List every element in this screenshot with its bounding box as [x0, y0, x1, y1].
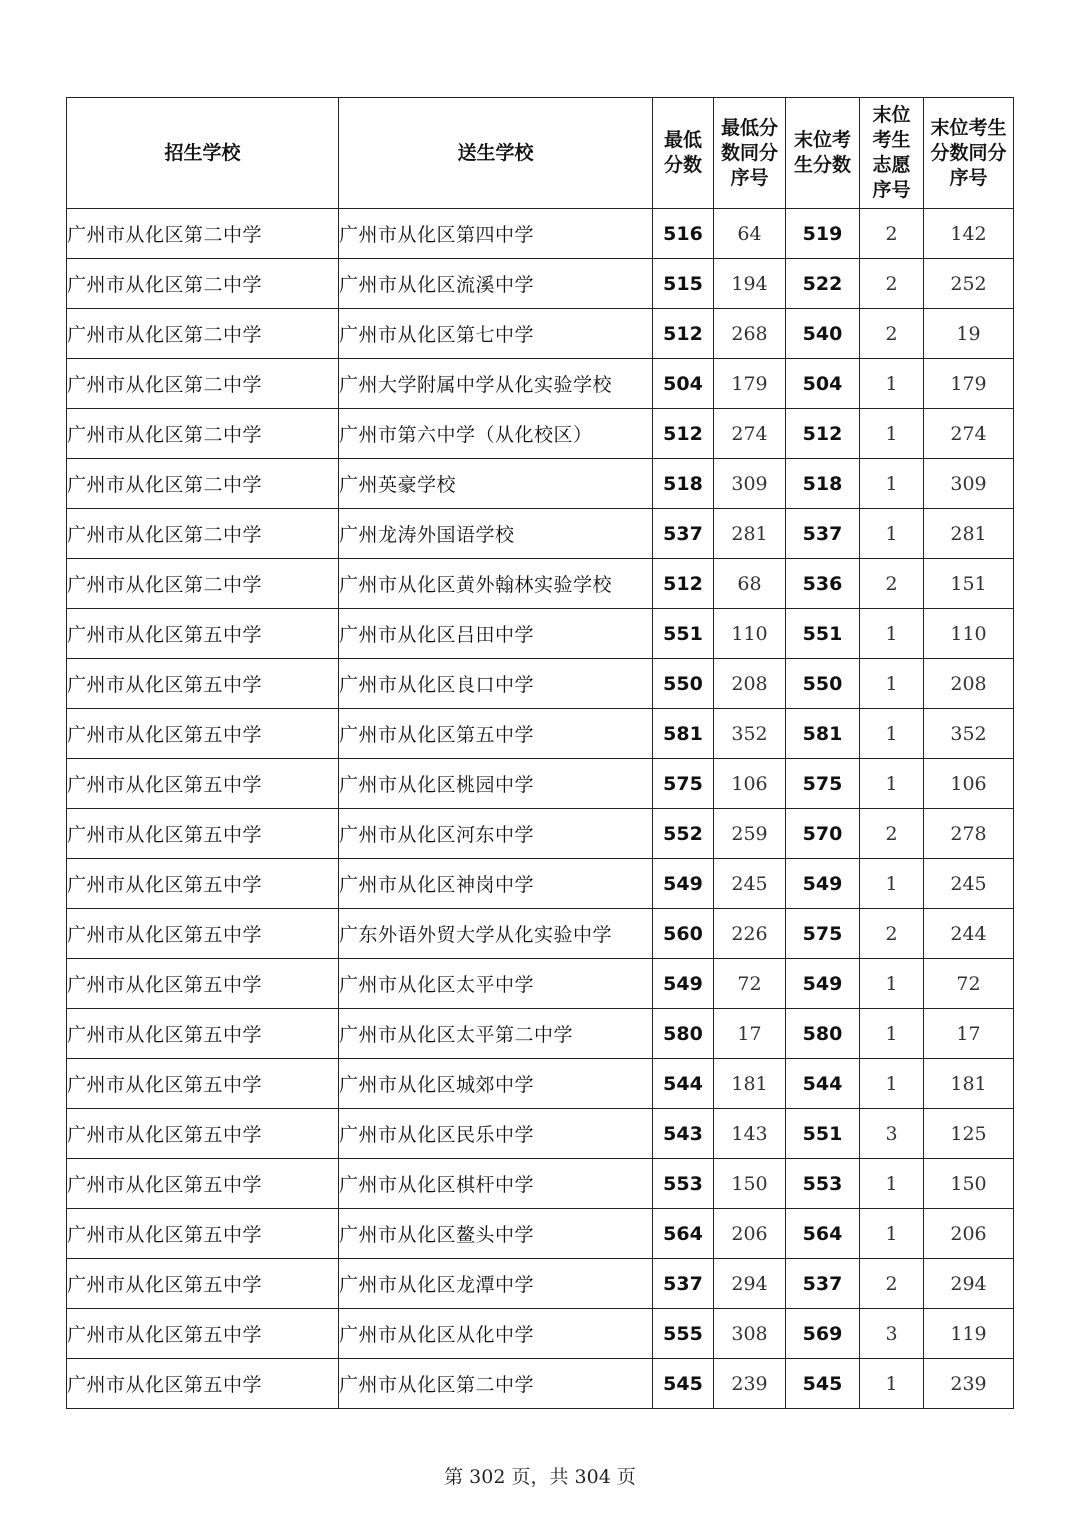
- min-score-cell: 537: [653, 509, 714, 559]
- sending-school-cell: 广州市从化区良口中学: [339, 659, 653, 709]
- last-student-score-cell: 581: [786, 709, 860, 759]
- last-student-tie-rank-cell: 208: [924, 659, 1014, 709]
- min-score-cell: 515: [653, 259, 714, 309]
- min-score-cell: 504: [653, 359, 714, 409]
- min-score-tie-rank-cell: 308: [714, 1309, 786, 1359]
- header-text-line: 最低分: [720, 116, 778, 139]
- min-score-tie-rank-cell: 143: [714, 1109, 786, 1159]
- table-row: [67, 1109, 1014, 1159]
- table-body: [67, 209, 1014, 1409]
- min-score-tie-rank-cell: 352: [714, 709, 786, 759]
- last-student-tie-rank-cell: 244: [924, 909, 1014, 959]
- header-text-line: 考生: [872, 129, 911, 151]
- min-score-tie-rank-cell: 268: [714, 309, 786, 359]
- last-student-score-cell: 537: [786, 1259, 860, 1309]
- sending-school-cell: 广州市从化区第四中学: [339, 209, 653, 259]
- last-student-choice-rank-cell: 1: [860, 859, 924, 909]
- min-score-tie-rank-cell: 181: [714, 1059, 786, 1109]
- header-min-score-tie-rank: [714, 98, 786, 209]
- min-score-cell: 512: [653, 559, 714, 609]
- table-row: [67, 309, 1014, 359]
- table-row: [67, 1159, 1014, 1209]
- min-score-cell: 543: [653, 1109, 714, 1159]
- last-student-score-cell: 564: [786, 1209, 860, 1259]
- table-row: [67, 1359, 1014, 1409]
- last-student-score-cell: 512: [786, 409, 860, 459]
- header-text-line: 分数同分: [930, 141, 1007, 164]
- min-score-tie-rank-cell: 17: [714, 1009, 786, 1059]
- last-student-score-cell: 551: [786, 1109, 860, 1159]
- header-min-score: [653, 98, 714, 209]
- enrolling-school-cell: 广州市从化区第五中学: [67, 1309, 339, 1359]
- last-student-tie-rank-cell: 274: [924, 409, 1014, 459]
- last-student-choice-rank-cell: 1: [860, 1009, 924, 1059]
- min-score-tie-rank-cell: 245: [714, 859, 786, 909]
- last-student-tie-rank-cell: 125: [924, 1109, 1014, 1159]
- last-student-choice-rank-cell: 1: [860, 609, 924, 659]
- enrolling-school-cell: 广州市从化区第二中学: [67, 259, 339, 309]
- table-row: [67, 709, 1014, 759]
- min-score-tie-rank-cell: 226: [714, 909, 786, 959]
- last-student-score-cell: 569: [786, 1309, 860, 1359]
- table-row: [67, 1259, 1014, 1309]
- min-score-tie-rank-cell: 68: [714, 559, 786, 609]
- min-score-cell: 550: [653, 659, 714, 709]
- enrolling-school-cell: 广州市从化区第五中学: [67, 659, 339, 709]
- admission-score-table: [66, 97, 1014, 1409]
- min-score-tie-rank-cell: 150: [714, 1159, 786, 1209]
- header-text-line: 末位: [872, 104, 911, 126]
- min-score-cell: 564: [653, 1209, 714, 1259]
- last-student-tie-rank-cell: 181: [924, 1059, 1014, 1109]
- sending-school-cell: 广州市从化区城郊中学: [339, 1059, 653, 1109]
- min-score-cell: 575: [653, 759, 714, 809]
- header-sending-school: [339, 98, 653, 209]
- enrolling-school-cell: 广州市从化区第五中学: [67, 609, 339, 659]
- header-text-line: 招生学校: [164, 141, 241, 164]
- sending-school-cell: 广州市从化区太平第二中学: [339, 1009, 653, 1059]
- table-row: [67, 1059, 1014, 1109]
- enrolling-school-cell: 广州市从化区第五中学: [67, 1259, 339, 1309]
- min-score-cell: 512: [653, 309, 714, 359]
- last-student-choice-rank-cell: 1: [860, 509, 924, 559]
- sending-school-cell: 广州市从化区民乐中学: [339, 1109, 653, 1159]
- table-row: [67, 1309, 1014, 1359]
- page-number-footer: 第 302 页，共 304 页: [444, 1466, 636, 1488]
- last-student-tie-rank-cell: 151: [924, 559, 1014, 609]
- last-student-tie-rank-cell: 294: [924, 1259, 1014, 1309]
- enrolling-school-cell: 广州市从化区第二中学: [67, 509, 339, 559]
- last-student-tie-rank-cell: 352: [924, 709, 1014, 759]
- enrolling-school-cell: 广州市从化区第五中学: [67, 1009, 339, 1059]
- min-score-tie-rank-cell: 309: [714, 459, 786, 509]
- min-score-cell: 553: [653, 1159, 714, 1209]
- last-student-tie-rank-cell: 106: [924, 759, 1014, 809]
- last-student-choice-rank-cell: 2: [860, 1259, 924, 1309]
- last-student-tie-rank-cell: 179: [924, 359, 1014, 409]
- header-enrolling-school: [67, 98, 339, 209]
- last-student-tie-rank-cell: 119: [924, 1309, 1014, 1359]
- last-student-score-cell: 545: [786, 1359, 860, 1409]
- enrolling-school-cell: 广州市从化区第五中学: [67, 909, 339, 959]
- min-score-tie-rank-cell: 64: [714, 209, 786, 259]
- min-score-tie-rank-cell: 239: [714, 1359, 786, 1409]
- last-student-score-cell: 522: [786, 259, 860, 309]
- header-text-line: 最低: [663, 129, 702, 151]
- last-student-score-cell: 519: [786, 209, 860, 259]
- last-student-choice-rank-cell: 1: [860, 659, 924, 709]
- sending-school-cell: 广州市从化区流溪中学: [339, 259, 653, 309]
- min-score-cell: 512: [653, 409, 714, 459]
- last-student-score-cell: 575: [786, 759, 860, 809]
- sending-school-cell: 广州市第六中学（从化校区）: [339, 409, 653, 459]
- last-student-score-cell: 551: [786, 609, 860, 659]
- last-student-score-cell: 537: [786, 509, 860, 559]
- enrolling-school-cell: 广州市从化区第五中学: [67, 1209, 339, 1259]
- min-score-tie-rank-cell: 110: [714, 609, 786, 659]
- header-last-student-tie-rank: [924, 98, 1014, 209]
- enrolling-school-cell: 广州市从化区第五中学: [67, 859, 339, 909]
- last-student-choice-rank-cell: 1: [860, 1359, 924, 1409]
- sending-school-cell: 广州市从化区鳌头中学: [339, 1209, 653, 1259]
- table-row: [67, 209, 1014, 259]
- sending-school-cell: 广州英豪学校: [339, 459, 653, 509]
- header-text-line: 序号: [949, 166, 988, 189]
- header-last-student-score: [786, 98, 860, 209]
- min-score-cell: 549: [653, 859, 714, 909]
- min-score-cell: 549: [653, 959, 714, 1009]
- header-text-line: 生分数: [793, 154, 851, 176]
- last-student-tie-rank-cell: 206: [924, 1209, 1014, 1259]
- min-score-tie-rank-cell: 72: [714, 959, 786, 1009]
- enrolling-school-cell: 广州市从化区第五中学: [67, 1159, 339, 1209]
- last-student-score-cell: 518: [786, 459, 860, 509]
- enrolling-school-cell: 广州市从化区第五中学: [67, 1359, 339, 1409]
- min-score-tie-rank-cell: 194: [714, 259, 786, 309]
- enrolling-school-cell: 广州市从化区第五中学: [67, 1109, 339, 1159]
- enrolling-school-cell: 广州市从化区第二中学: [67, 559, 339, 609]
- enrolling-school-cell: 广州市从化区第五中学: [67, 1059, 339, 1109]
- sending-school-cell: 广州市从化区吕田中学: [339, 609, 653, 659]
- sending-school-cell: 广州市从化区桃园中学: [339, 759, 653, 809]
- table-row: [67, 459, 1014, 509]
- table-row: [67, 259, 1014, 309]
- min-score-cell: 516: [653, 209, 714, 259]
- enrolling-school-cell: 广州市从化区第五中学: [67, 809, 339, 859]
- sending-school-cell: 广东外语外贸大学从化实验中学: [339, 909, 653, 959]
- sending-school-cell: 广州市从化区河东中学: [339, 809, 653, 859]
- sending-school-cell: 广州市从化区棋杆中学: [339, 1159, 653, 1209]
- table-row: [67, 359, 1014, 409]
- enrolling-school-cell: 广州市从化区第二中学: [67, 359, 339, 409]
- min-score-tie-rank-cell: 259: [714, 809, 786, 859]
- sending-school-cell: 广州市从化区从化中学: [339, 1309, 653, 1359]
- sending-school-cell: 广州市从化区第七中学: [339, 309, 653, 359]
- table-row: [67, 559, 1014, 609]
- table-header-row: [67, 98, 1014, 209]
- min-score-tie-rank-cell: 208: [714, 659, 786, 709]
- enrolling-school-cell: 广州市从化区第五中学: [67, 759, 339, 809]
- sending-school-cell: 广州市从化区第二中学: [339, 1359, 653, 1409]
- min-score-cell: 552: [653, 809, 714, 859]
- last-student-score-cell: 544: [786, 1059, 860, 1109]
- sending-school-cell: 广州市从化区第五中学: [339, 709, 653, 759]
- header-text-line: 送生学校: [457, 141, 534, 164]
- table-row: [67, 609, 1014, 659]
- table-row: [67, 759, 1014, 809]
- last-student-score-cell: 580: [786, 1009, 860, 1059]
- last-student-tie-rank-cell: 110: [924, 609, 1014, 659]
- last-student-choice-rank-cell: 2: [860, 809, 924, 859]
- enrolling-school-cell: 广州市从化区第二中学: [67, 459, 339, 509]
- last-student-tie-rank-cell: 281: [924, 509, 1014, 559]
- last-student-choice-rank-cell: 2: [860, 309, 924, 359]
- sending-school-cell: 广州市从化区黄外翰林实验学校: [339, 559, 653, 609]
- min-score-cell: 560: [653, 909, 714, 959]
- last-student-tie-rank-cell: 309: [924, 459, 1014, 509]
- enrolling-school-cell: 广州市从化区第五中学: [67, 959, 339, 1009]
- last-student-choice-rank-cell: 1: [860, 759, 924, 809]
- min-score-tie-rank-cell: 274: [714, 409, 786, 459]
- last-student-score-cell: 570: [786, 809, 860, 859]
- last-student-tie-rank-cell: 252: [924, 259, 1014, 309]
- min-score-cell: 580: [653, 1009, 714, 1059]
- last-student-score-cell: 550: [786, 659, 860, 709]
- min-score-cell: 518: [653, 459, 714, 509]
- last-student-score-cell: 549: [786, 959, 860, 1009]
- last-student-choice-rank-cell: 3: [860, 1109, 924, 1159]
- last-student-choice-rank-cell: 1: [860, 359, 924, 409]
- min-score-cell: 544: [653, 1059, 714, 1109]
- sending-school-cell: 广州市从化区太平中学: [339, 959, 653, 1009]
- table-row: [67, 809, 1014, 859]
- last-student-score-cell: 536: [786, 559, 860, 609]
- min-score-cell: 537: [653, 1259, 714, 1309]
- sending-school-cell: 广州大学附属中学从化实验学校: [339, 359, 653, 409]
- min-score-tie-rank-cell: 294: [714, 1259, 786, 1309]
- header-text-line: 序号: [872, 179, 911, 201]
- table-row: [67, 1009, 1014, 1059]
- last-student-choice-rank-cell: 1: [860, 409, 924, 459]
- min-score-tie-rank-cell: 106: [714, 759, 786, 809]
- header-text-line: 末位考: [793, 129, 851, 151]
- last-student-choice-rank-cell: 1: [860, 1159, 924, 1209]
- header-text-line: 末位考生: [930, 116, 1007, 139]
- header-text-line: 分数: [663, 154, 702, 176]
- last-student-score-cell: 540: [786, 309, 860, 359]
- last-student-score-cell: 553: [786, 1159, 860, 1209]
- min-score-tie-rank-cell: 281: [714, 509, 786, 559]
- last-student-choice-rank-cell: 2: [860, 909, 924, 959]
- min-score-tie-rank-cell: 206: [714, 1209, 786, 1259]
- last-student-choice-rank-cell: 1: [860, 959, 924, 1009]
- header-text-line: 数同分: [720, 141, 778, 164]
- last-student-choice-rank-cell: 2: [860, 209, 924, 259]
- last-student-tie-rank-cell: 245: [924, 859, 1014, 909]
- last-student-tie-rank-cell: 278: [924, 809, 1014, 859]
- sending-school-cell: 广州市从化区神岗中学: [339, 859, 653, 909]
- enrolling-school-cell: 广州市从化区第五中学: [67, 709, 339, 759]
- last-student-choice-rank-cell: 3: [860, 1309, 924, 1359]
- last-student-tie-rank-cell: 150: [924, 1159, 1014, 1209]
- sending-school-cell: 广州市从化区龙潭中学: [339, 1259, 653, 1309]
- table-row: [67, 509, 1014, 559]
- sending-school-cell: 广州龙涛外国语学校: [339, 509, 653, 559]
- header-text-line: 志愿: [872, 154, 911, 176]
- min-score-tie-rank-cell: 179: [714, 359, 786, 409]
- table-row: [67, 409, 1014, 459]
- last-student-choice-rank-cell: 1: [860, 1059, 924, 1109]
- last-student-score-cell: 549: [786, 859, 860, 909]
- table-row: [67, 959, 1014, 1009]
- enrolling-school-cell: 广州市从化区第二中学: [67, 409, 339, 459]
- table-row: [67, 909, 1014, 959]
- last-student-score-cell: 504: [786, 359, 860, 409]
- min-score-cell: 551: [653, 609, 714, 659]
- last-student-tie-rank-cell: 239: [924, 1359, 1014, 1409]
- table-row: [67, 859, 1014, 909]
- last-student-choice-rank-cell: 2: [860, 259, 924, 309]
- table-row: [67, 659, 1014, 709]
- last-student-choice-rank-cell: 1: [860, 1209, 924, 1259]
- header-text-line: 序号: [730, 166, 769, 189]
- min-score-cell: 545: [653, 1359, 714, 1409]
- min-score-cell: 555: [653, 1309, 714, 1359]
- last-student-choice-rank-cell: 2: [860, 559, 924, 609]
- enrolling-school-cell: 广州市从化区第二中学: [67, 309, 339, 359]
- last-student-choice-rank-cell: 1: [860, 709, 924, 759]
- header-last-student-choice-rank: [860, 98, 924, 209]
- min-score-cell: 581: [653, 709, 714, 759]
- last-student-tie-rank-cell: 142: [924, 209, 1014, 259]
- enrolling-school-cell: 广州市从化区第二中学: [67, 209, 339, 259]
- last-student-tie-rank-cell: 17: [924, 1009, 1014, 1059]
- last-student-choice-rank-cell: 1: [860, 459, 924, 509]
- last-student-score-cell: 575: [786, 909, 860, 959]
- table-row: [67, 1209, 1014, 1259]
- last-student-tie-rank-cell: 19: [924, 309, 1014, 359]
- last-student-tie-rank-cell: 72: [924, 959, 1014, 1009]
